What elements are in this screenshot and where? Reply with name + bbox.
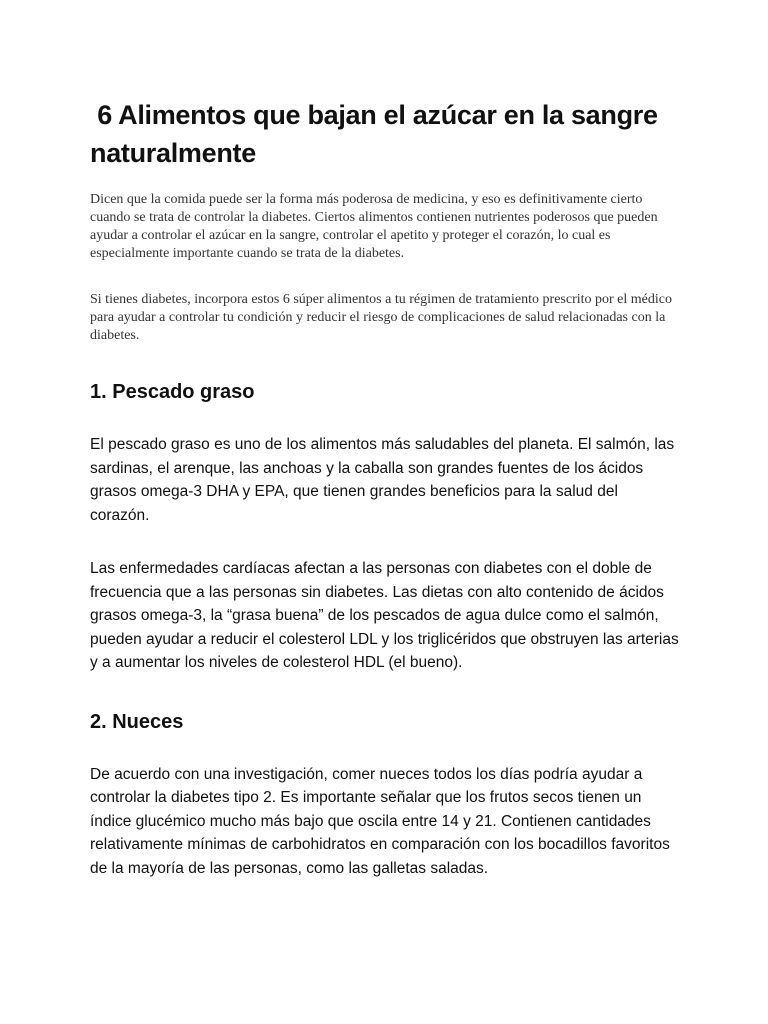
intro-paragraph: Dicen que la comida puede ser la forma más poderosa de medicina, y eso es definitivamente cierto cuando se trata de controlar la diabetes. Ciertos alimentos contienen nutrientes poderosos que pueden ayudar a controlar el azúcar en la sangre, controlar el apetito y proteger el corazón, lo cual es especialmente importante cuando se trata de la diabetes. (90, 192, 658, 261)
section-nueces (90, 709, 680, 881)
body-paragraph: De acuerdo con una investigación, comer nueces todos los días podría ayudar a controlar la diabetes tipo 2. Es importante señalar que los frutos secos tienen un índice glucémico mucho más bajo que oscila entre 14 y 21. Contienen cantidades relativamente mínimas de carbohidratos en comparación con los bocadillos favoritos de la mayoría de las personas, como las galletas saladas. (90, 765, 670, 877)
section-heading: 2. Nueces (90, 710, 184, 733)
document-page (90, 96, 680, 880)
intro-paragraph: Si tienes diabetes, incorpora estos 6 súper alimentos a tu régimen de tratamiento prescrito por el médico para ayudar a controlar tu condición y reducir el riesgo de complicaciones de salud relacionadas con la diabetes. (90, 292, 672, 343)
body-paragraph: El pescado graso es uno de los alimentos más saludables del planeta. El salmón, las sardinas, el arenque, las anchoas y la caballa son grandes fuentes de los ácidos grasos omega-3 DHA y EPA, que tienen grandes beneficios para la salud del corazón. (90, 436, 675, 524)
document-title: 6 Alimentos que bajan el azúcar en la sangre naturalmente (90, 100, 665, 168)
section-pescado-graso (90, 379, 680, 675)
body-paragraph: Las enfermedades cardíacas afectan a las personas con diabetes con el doble de frecuencia que a las personas sin diabetes. Las dietas con alto contenido de ácidos grasos omega-3, la “grasa buena” de los pescados de agua dulce como el salmón, pueden ayudar a reducir el colesterol LDL y los triglicéridos que obstruyen las arterias y a aumentar los niveles de colesterol HDL (el bueno). (90, 560, 679, 671)
section-heading: 1. Pescado graso (90, 381, 255, 403)
